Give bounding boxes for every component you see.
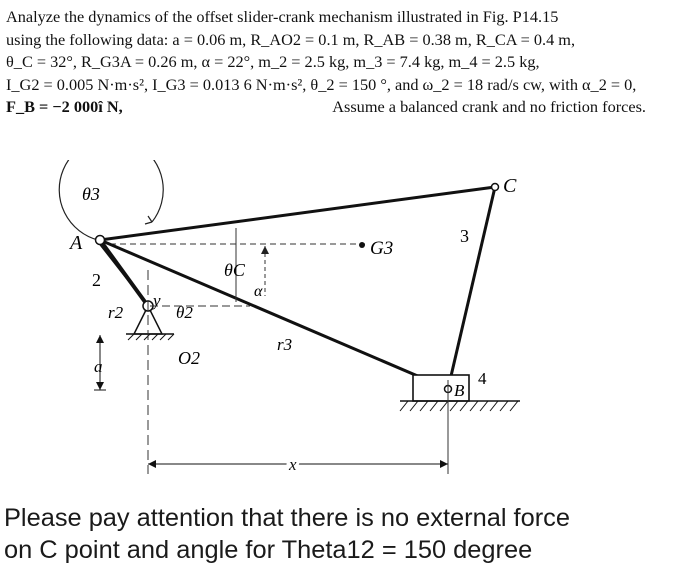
note-line-2: on C point and angle for Theta12 = 150 degree <box>4 536 533 564</box>
link-ac <box>100 187 495 240</box>
label-o2: O2 <box>178 348 200 368</box>
slider-ground-hatch <box>400 401 518 411</box>
label-link-3: 3 <box>460 226 469 246</box>
label-g3: G3 <box>370 238 394 259</box>
joint-a <box>96 236 105 245</box>
label-theta2: θ2 <box>176 303 193 322</box>
alpha-arrowhead <box>261 246 269 254</box>
label-alpha: α <box>254 283 263 300</box>
joint-c <box>492 184 499 191</box>
label-link-2: 2 <box>92 270 101 290</box>
label-c-joint: C <box>503 175 517 197</box>
link-cb <box>448 187 495 389</box>
g3-marker <box>359 242 365 248</box>
problem-line-1: Analyze the dynamics of the offset slider-crank mechanism illustrated in Fig. P14.15 <box>6 7 559 26</box>
label-thetac: θC <box>224 260 245 280</box>
label-r2: r2 <box>108 303 124 322</box>
slider-crank-figure <box>0 160 700 490</box>
problem-line-4: I_G2 = 0.005 N·m·s², I_G3 = 0.013 6 N·m·s², θ_2 = 150 °, and ω_2 = 18 rad/s cw, with α_2 = 0, <box>6 74 637 94</box>
crank-link-edge <box>98 242 148 306</box>
label-dimension-x: x <box>289 455 297 474</box>
label-a-joint: A <box>70 232 83 254</box>
ground-o2-hatch <box>128 334 174 340</box>
force-statement: F_B = −2 000î N, <box>6 97 123 117</box>
label-theta3: θ3 <box>82 184 100 204</box>
note-text <box>4 502 698 566</box>
problem-statement <box>6 6 694 119</box>
problem-line-2: using the following data: a = 0.06 m, R_AO2 = 0.1 m, R_AB = 0.38 m, R_CA = 0.4 m, <box>6 29 576 49</box>
assumption-statement: Assume a balanced crank and no friction forces. <box>332 97 646 117</box>
note-line-1: Please pay attention that there is no external force <box>4 504 570 532</box>
theta3-arrowhead <box>145 216 152 224</box>
label-dimension-a: a <box>94 357 103 376</box>
problem-line-3: θ_C = 32°, R_G3A = 0.26 m, α = 22°, m_2 = 2.5 kg, m_3 = 7.4 kg, m_4 = 2.5 kg, <box>6 52 540 72</box>
label-r3: r3 <box>277 335 293 354</box>
label-b-joint: B <box>454 381 465 400</box>
problem-line-5 <box>6 96 694 119</box>
theta3-arc <box>59 160 163 240</box>
label-link-4: 4 <box>478 369 487 388</box>
label-y-axis: y <box>153 291 161 310</box>
